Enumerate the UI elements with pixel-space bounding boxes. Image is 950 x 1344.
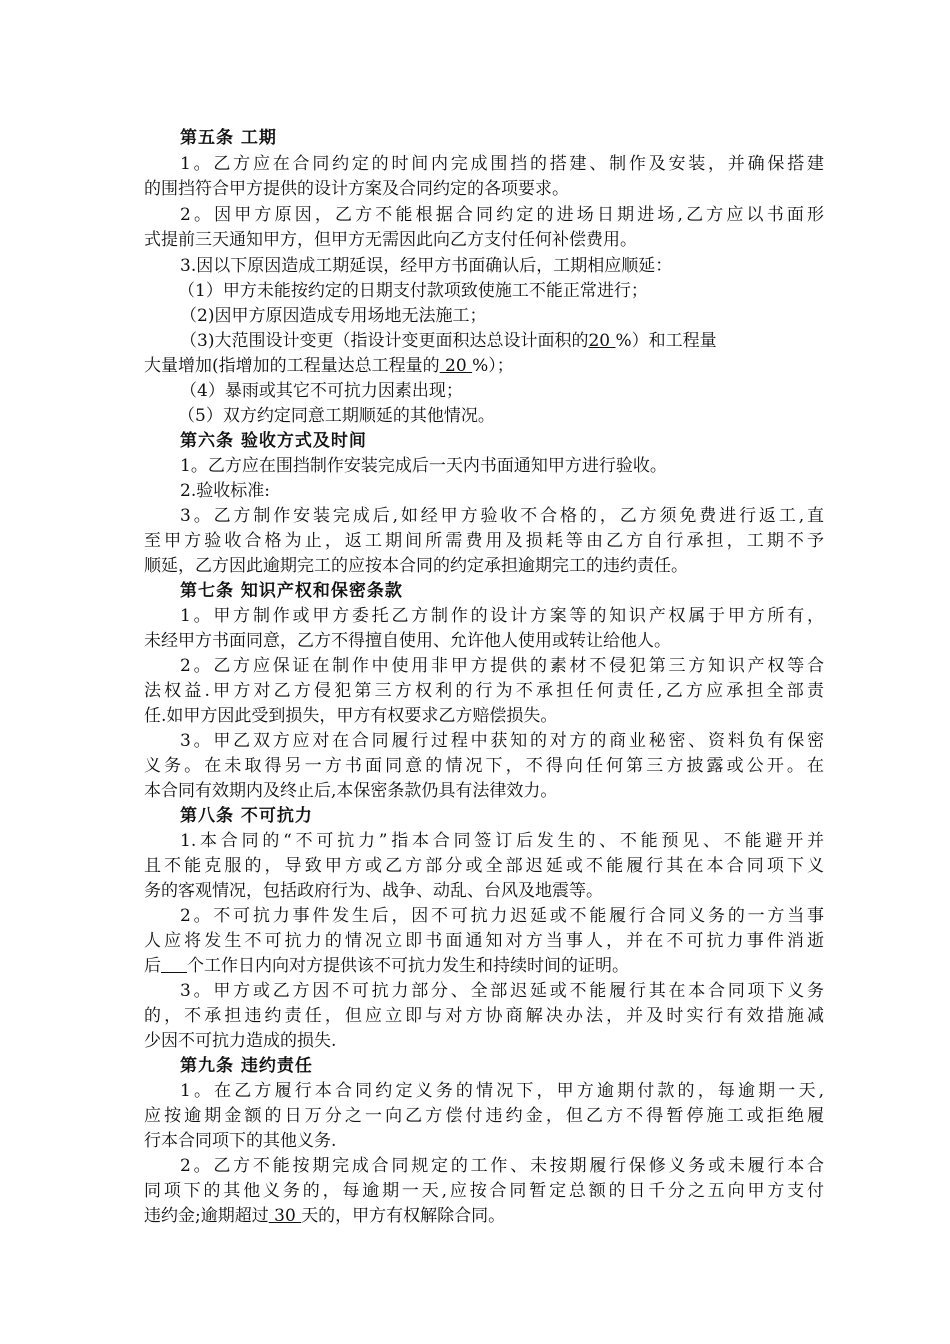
s9-p1-line3: 行本合同项下的其他义务. xyxy=(144,1131,337,1151)
workday-count-blank xyxy=(161,956,187,973)
s7-p2-line1: 2。乙方应保证在制作中使用非甲方提供的素材不侵犯第三方知识产权等合 xyxy=(180,656,824,676)
s7-p3-line2: 义务。在未取得另一方书面同意的情况下，不得向任何第三方披露或公开。在 xyxy=(144,756,824,776)
s7-p2-line3: 任.如甲方因此受到损失，甲方有权要求乙方赔偿损失。 xyxy=(144,706,558,726)
s5-item-5: （5）双方约定同意工期顺延的其他情况。 xyxy=(178,406,495,426)
s8-p3-line2: 的，不承担违约责任，但应立即与对方协商解决办法，并及时实行有效措施减 xyxy=(144,1006,824,1026)
s9-p2-text-a: 违约金;逾期超过 xyxy=(144,1206,269,1226)
design-change-percent: 20 xyxy=(588,331,616,351)
section-6-title: 第六条 验收方式及时间 xyxy=(180,431,367,451)
s5-item-2: （2)因甲方原因造成专用场地无法施工； xyxy=(180,306,487,326)
s9-p2-text-b: 天的，甲方有权解除合同。 xyxy=(301,1206,506,1226)
section-5-title: 第五条 工期 xyxy=(180,128,277,148)
s5-p2-line2: 式提前三天通知甲方，但甲方无需因此向乙方支付任何补偿费用。 xyxy=(144,230,637,250)
s5-p2-line1: 2。因甲方原因，乙方不能根据合同约定的进场日期进场,乙方应以书面形 xyxy=(180,205,824,225)
s6-p1: 1。乙方应在围挡制作安装完成后一天内书面通知甲方进行验收。 xyxy=(180,456,667,476)
s8-p2-text-a: 后 xyxy=(144,956,161,976)
s5-item-1: （1）甲方未能按约定的日期支付款项致使施工不能正常进行； xyxy=(178,281,648,301)
s8-p2-line2: 人应将发生不可抗力的情况立即书面通知对方当事人，并在不可抗力事件消逝 xyxy=(144,931,824,951)
s8-p2-line1: 2。不可抗力事件发生后，因不可抗力迟延或不能履行合同义务的一方当事 xyxy=(180,906,824,926)
s8-p2-text-b: 个工作日内向对方提供该不可抗力发生和持续时间的证明。 xyxy=(187,956,629,976)
s6-p3-line2: 至甲方验收合格为止，返工期间所需费用及损耗等由乙方自行承担，工期不予 xyxy=(144,531,824,551)
s7-p3-line1: 3。甲乙双方应对在合同履行过程中获知的对方的商业秘密、资料负有保密 xyxy=(180,731,824,751)
s5-item-3-text-c: 大量增加(指增加的工程量达总工程量的 xyxy=(144,356,440,376)
s5-item-3-line1 xyxy=(180,329,824,353)
s8-p1-line2: 且不能克服的，导致甲方或乙方部分或全部迟延或不能履行其在本合同项下义 xyxy=(144,856,824,876)
s7-p1-line2: 未经甲方书面同意，乙方不得擅自使用、允许他人使用或转让给他人。 xyxy=(144,631,671,651)
s8-p3-line3: 少因不可抗力造成的损失. xyxy=(144,1031,337,1051)
s8-p1-line3: 务的客观情况，包括政府行为、战争、动乱、台风及地震等。 xyxy=(144,881,603,901)
s5-p1-line1: 1。乙方应在合同约定的时间内完成围挡的搭建、制作及安装，并确保搭建 xyxy=(180,154,824,174)
s6-p3-line1: 3。乙方制作安装完成后,如经甲方验收不合格的，乙方须免费进行返工,直 xyxy=(180,506,824,526)
s5-item-3-text-a: （3)大范围设计变更（指设计变更面积达总设计面积的 xyxy=(180,331,589,351)
section-8-title: 第八条 不可抗力 xyxy=(180,806,313,826)
s5-item-3-text-b: %）和工程量 xyxy=(615,331,717,351)
section-9-title: 第九条 违约责任 xyxy=(180,1056,313,1076)
s8-p2-line3 xyxy=(144,954,824,978)
s7-p2-line2: 法权益.甲方对乙方侵犯第三方权利的行为不承担任何责任,乙方应承担全部责 xyxy=(144,681,824,701)
s9-p1-line2: 应按逾期金额的日万分之一向乙方偿付违约金，但乙方不得暂停施工或拒绝履 xyxy=(144,1106,824,1126)
s7-p3-line3: 本合同有效期内及终止后,本保密条款仍具有法律效力。 xyxy=(144,781,558,801)
s9-p2-line3 xyxy=(144,1204,824,1228)
s8-p1-line1: 1.本合同的“不可抗力”指本合同签订后发生的、不能预见、不能避开并 xyxy=(180,831,824,851)
s5-p1-line2: 的围挡符合甲方提供的设计方案及合同约定的各项要求。 xyxy=(144,179,569,199)
s6-p3-line3: 顺延，乙方因此逾期完工的应按本合同的约定承担逾期完工的违约责任。 xyxy=(144,556,688,576)
overdue-days-value: 30 xyxy=(268,1206,302,1226)
work-increase-percent: 20 xyxy=(439,356,473,376)
s5-item-3-text-d: %）； xyxy=(472,356,514,376)
s5-item-4: （4）暴雨或其它不可抗力因素出现； xyxy=(180,381,463,401)
s5-item-3-line2 xyxy=(144,354,824,378)
section-7-title: 第七条 知识产权和保密条款 xyxy=(180,581,403,601)
s5-p3: 3.因以下原因造成工期延误，经甲方书面确认后，工期相应顺延： xyxy=(180,256,673,276)
s9-p1-line1: 1。在乙方履行本合同约定义务的情况下，甲方逾期付款的，每逾期一天, xyxy=(180,1081,824,1101)
s9-p2-line1: 2。乙方不能按期完成合同规定的工作、未按期履行保修义务或未履行本合 xyxy=(180,1156,824,1176)
s8-p3-line1: 3。甲方或乙方因不可抗力部分、全部迟延或不能履行其在本合同项下义务 xyxy=(180,981,824,1001)
s9-p2-line2: 同项下的其他义务的，每逾期一天,应按合同暂定总额的日千分之五向甲方支付 xyxy=(144,1181,824,1201)
s6-p2: 2.验收标准: xyxy=(180,481,270,501)
s7-p1-line1: 1。甲方制作或甲方委托乙方制作的设计方案等的知识产权属于甲方所有， xyxy=(180,606,824,626)
